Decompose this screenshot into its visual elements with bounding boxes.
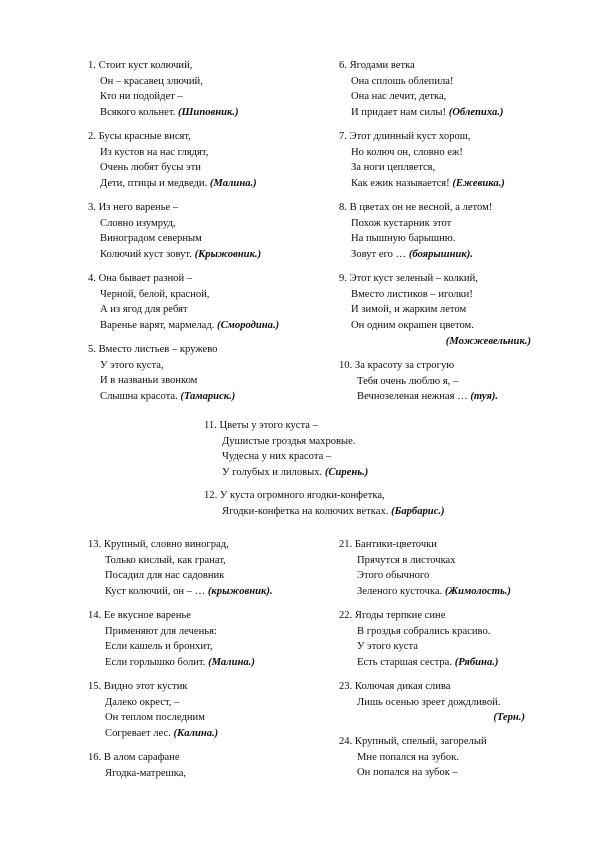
riddle-10 xyxy=(339,358,584,405)
riddle-number: 8. xyxy=(339,202,347,213)
riddle-14 xyxy=(88,608,333,671)
riddle-line: Она бывает разной – xyxy=(98,273,193,284)
riddle-line: Бантики-цветочки xyxy=(354,539,437,550)
riddle-1 xyxy=(88,58,333,121)
riddle-line: За ноги цепляется, xyxy=(351,162,436,174)
riddle-answer: (Можжевельник.) xyxy=(445,335,531,347)
riddle-answer: (Калина.) xyxy=(173,728,219,740)
riddle-answer: (крыжовник). xyxy=(207,586,273,598)
riddle-answer: (боярышник). xyxy=(408,249,473,261)
riddle-line: Из него варенье – xyxy=(98,202,179,213)
riddle-line: В алом сарафане xyxy=(103,752,180,763)
riddle-line: Этого обычного xyxy=(357,570,430,582)
riddle-answer: (Сирень.) xyxy=(324,467,369,479)
riddle-answer: (Ежевика.) xyxy=(452,178,505,190)
riddle-number: 7. xyxy=(339,131,347,142)
riddle-11 xyxy=(204,418,494,481)
riddle-line: Варенье варят, мармелад. xyxy=(100,320,215,332)
riddle-line: Есть старшая сестра. xyxy=(357,657,453,669)
riddle-line: Чудесна у них красота – xyxy=(222,451,332,463)
riddle-line: Бусы красные висят, xyxy=(98,131,191,142)
riddle-line: У голубых и лиловых. xyxy=(222,467,323,479)
riddle-answer: (Малина.) xyxy=(208,657,255,669)
riddle-line: Он теплом последним xyxy=(105,712,205,724)
riddle-line: Согревает лес. xyxy=(105,728,171,740)
riddle-line: На пышную барышню. xyxy=(351,233,456,245)
riddle-8 xyxy=(339,200,584,263)
riddle-number: 5. xyxy=(88,344,96,355)
riddle-line: Колючий куст зовут. xyxy=(100,249,192,261)
riddle-5 xyxy=(88,342,333,405)
riddle-number: 14. xyxy=(88,610,102,621)
riddle-line: Она нас лечит, детка, xyxy=(351,91,447,103)
riddle-answer: (Крыжовник.) xyxy=(194,249,262,261)
riddle-line: Как ежик называется! xyxy=(351,178,450,190)
riddle-2 xyxy=(88,129,333,192)
riddle-line: Кто ни подойдет – xyxy=(100,91,183,103)
riddle-6 xyxy=(339,58,584,121)
riddle-line: Вечнозеленая нежная … xyxy=(357,391,468,403)
riddle-line: Дети, птицы и медведи. xyxy=(100,178,208,190)
riddle-answer: (Смородина.) xyxy=(217,320,280,332)
riddle-line: Ягоды терпкие сине xyxy=(354,610,446,621)
riddle-line: Вместо листиков – иголки! xyxy=(351,288,473,300)
riddle-line: Из кустов на нас глядят, xyxy=(100,146,209,158)
riddle-answer: (Малина.) xyxy=(209,178,257,190)
riddle-line: Виноградом северным xyxy=(100,233,202,245)
riddle-line: Зовут его … xyxy=(351,249,407,261)
riddle-answer: (Шиповник.) xyxy=(177,107,239,119)
riddle-line: Ягодка-матрешка, xyxy=(105,767,187,779)
riddle-number: 1. xyxy=(88,60,96,71)
riddle-number: 4. xyxy=(88,273,96,284)
riddle-line: За красоту за строгую xyxy=(354,360,455,371)
riddle-line: И зимой, и жарким летом xyxy=(351,304,467,316)
riddle-number: 23. xyxy=(339,681,353,692)
riddle-number: 16. xyxy=(88,752,102,763)
riddle-line: Он одним окрашен цветом. xyxy=(351,320,474,332)
riddle-line: Ягодки-конфетка на колючих ветках. xyxy=(222,505,389,517)
riddle-line: Если кашель и бронхит, xyxy=(105,641,213,653)
riddle-number: 6. xyxy=(339,60,347,71)
riddle-line: Крупный, спелый, загорелый xyxy=(354,736,487,747)
riddle-line: И в названьи звонком xyxy=(100,375,198,387)
riddle-line: Прячутся в листочках xyxy=(357,554,456,566)
riddle-line: Тебя очень люблю я, – xyxy=(357,375,459,387)
riddle-21 xyxy=(339,537,584,600)
riddle-9 xyxy=(339,271,584,349)
riddle-line: Лишь осенью зреет дождливой. xyxy=(357,696,501,708)
riddle-line: Он попался на зубок – xyxy=(357,767,458,779)
riddle-line: Зеленого кусточка. xyxy=(357,586,443,598)
riddle-line: Крупный, словно виноград, xyxy=(103,539,229,550)
riddle-13 xyxy=(88,537,333,600)
riddle-7 xyxy=(339,129,584,192)
riddle-answer: (Барбарис.) xyxy=(391,505,445,517)
riddle-number: 9. xyxy=(339,273,347,284)
riddle-answer: (Жимолость.) xyxy=(444,586,511,598)
riddle-line: Очень любят бусы эти xyxy=(100,162,201,174)
riddle-number: 13. xyxy=(88,539,102,550)
riddle-number: 24. xyxy=(339,736,353,747)
riddle-22 xyxy=(339,608,584,671)
riddle-line: Черной, белой, красной, xyxy=(100,288,210,300)
riddle-number: 21. xyxy=(339,539,353,550)
riddle-line: В гроздья собрались красиво. xyxy=(357,625,491,637)
riddle-12 xyxy=(204,488,504,519)
riddle-line: Ягодами ветка xyxy=(349,60,415,71)
riddle-line: И придает нам силы! xyxy=(351,107,447,119)
riddle-line: Она сплошь облепила! xyxy=(351,75,454,87)
riddle-line: Ее вкусное варенье xyxy=(103,610,191,621)
riddle-number: 3. xyxy=(88,202,96,213)
riddle-line: Мне попался на зубок. xyxy=(357,751,460,763)
riddle-line: А из ягод для ребят xyxy=(100,304,188,316)
riddle-line: Куст колючий, он – … xyxy=(105,586,206,598)
riddle-line: Вместо листьев – кружево xyxy=(98,344,218,355)
riddle-number: 12. xyxy=(204,490,218,501)
riddle-3 xyxy=(88,200,333,263)
riddle-line: В цветах он не весной, а летом! xyxy=(349,202,493,213)
riddle-line: Этот куст зеленый – колкий, xyxy=(349,273,478,284)
riddle-answer: (Рябина.) xyxy=(454,657,499,669)
riddle-answer: (Терн.) xyxy=(493,712,525,724)
riddle-line: У этого куста xyxy=(357,641,418,653)
riddle-line: Словно изумруд, xyxy=(100,217,176,229)
riddle-line: Только кислый, как гранат, xyxy=(105,554,226,566)
riddle-number: 11. xyxy=(204,420,217,431)
riddle-number: 22. xyxy=(339,610,353,621)
riddle-number: 2. xyxy=(88,131,96,142)
riddle-24 xyxy=(339,734,584,781)
riddle-line: Всякого кольнет. xyxy=(100,107,176,119)
riddle-line: Цветы у этого куста – xyxy=(219,420,318,431)
riddle-line: Он – красавец злючий, xyxy=(100,75,203,87)
riddle-23 xyxy=(339,679,584,726)
riddle-answer: (Тамариск.) xyxy=(180,391,236,403)
riddle-line: Колючая дикая слива xyxy=(354,681,451,692)
riddle-number: 15. xyxy=(88,681,102,692)
riddle-line: У этого куста, xyxy=(100,359,164,371)
riddle-line: Слышна красота. xyxy=(100,391,178,403)
riddle-4 xyxy=(88,271,333,334)
riddle-line: Видно этот кустик xyxy=(103,681,188,692)
riddle-answer: (туя). xyxy=(470,391,499,403)
riddle-line: Посадил для нас садовник xyxy=(105,570,225,582)
riddle-15 xyxy=(88,679,333,742)
riddle-line: Если горлышко болит. xyxy=(105,657,206,669)
riddle-line: Применяют для леченья: xyxy=(105,625,217,637)
riddle-number: 10. xyxy=(339,360,353,371)
riddle-line: Далеко окрест, – xyxy=(105,696,180,708)
riddle-line: Этот длинный куст хорош, xyxy=(349,131,471,142)
riddle-line: Но колюч он, словно еж! xyxy=(351,146,463,158)
riddle-line: Душистые гроздья махровые. xyxy=(222,435,356,447)
riddle-16 xyxy=(88,750,333,781)
riddle-line: У куста огромного ягодки-конфетка, xyxy=(219,490,385,501)
riddle-line: Похож кустарник этот xyxy=(351,217,452,229)
riddle-answer: (Облепиха.) xyxy=(448,107,504,119)
riddle-line: Стоит куст колючий, xyxy=(98,60,193,71)
